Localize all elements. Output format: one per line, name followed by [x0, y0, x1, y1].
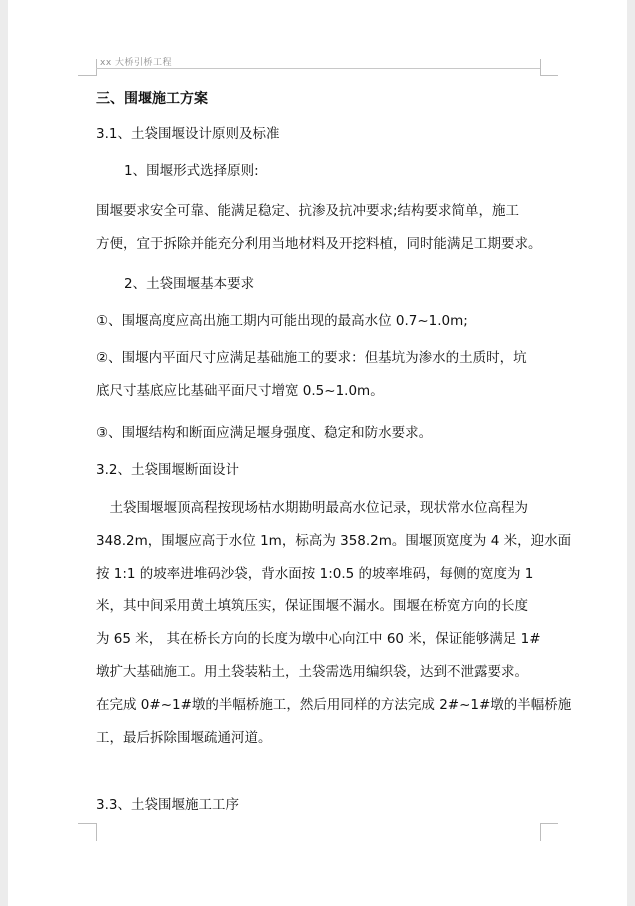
- paragraph-line: 米，其中间采用黄土填筑压实，保证围堰不漏水。围堰在桥宽方向的长度: [96, 598, 528, 615]
- crop-mark-bottom-right-v: [540, 823, 541, 841]
- requirement-2: [96, 342, 541, 408]
- paragraph-section-design: [96, 492, 572, 754]
- crop-mark-bottom-left-h: [78, 823, 96, 824]
- paragraph-line: 围堰要求安全可靠、能满足稳定、抗渗及抗冲要求;结构要求简单，施工: [96, 203, 520, 219]
- crop-mark-top-left-h: [78, 75, 96, 76]
- item-1-title: 1、围堰形式选择原则:: [124, 163, 259, 179]
- crop-mark-top-right-v: [540, 59, 541, 76]
- section-title: 三、围堰施工方案: [96, 91, 208, 107]
- requirement-3: ③、围堰结构和断面应满足堰身强度、稳定和防水要求。: [96, 425, 433, 441]
- crop-mark-bottom-right-h: [540, 823, 558, 824]
- subsection-3-2-title: 3.2、土袋围堰断面设计: [96, 462, 239, 478]
- subsection-3-1-title: 3.1、土袋围堰设计原则及标准: [96, 126, 280, 142]
- paragraph-line: 工，最后拆除围堰疏通河道。: [96, 729, 272, 746]
- crop-mark-bottom-left-v: [96, 823, 97, 841]
- paragraph-line: 土袋围堰堰顶高程按现场枯水期勘明最高水位记录，现状常水位高程为: [96, 500, 528, 516]
- subsection-3-3-title: 3.3、土袋围堰施工工序: [96, 797, 239, 813]
- paragraph-line: 方便，宜于拆除并能充分利用当地材料及开挖料植，同时能满足工期要求。: [96, 235, 542, 252]
- paragraph-line: 墩扩大基础施工。用土袋装粘土，土袋需选用编织袋，达到不泄露要求。: [96, 663, 528, 680]
- item-2-title: 2、土袋围堰基本要求: [124, 276, 255, 292]
- paragraph-line: 348.2m，围堰应高于水位 1m，标高为 358.2m。围堰顶宽度为 4 米，迎水面: [96, 532, 572, 549]
- requirement-1: ①、围堰高度应高出施工期内可能出现的最高水位 0.7~1.0m;: [96, 313, 468, 329]
- crop-mark-top-right-h: [540, 75, 558, 76]
- paragraph-line: 为 65 米， 其在桥长方向的长度为墩中心向江中 60 米，保证能够满足 1#: [96, 631, 541, 648]
- paragraph-line: 底尺寸基底应比基础平面尺寸增宽 0.5~1.0m。: [96, 382, 384, 399]
- paragraph-principles: [96, 195, 541, 261]
- paragraph-line: 按 1:1 的坡率进堆码沙袋，背水面按 1:0.5 的坡率堆码，每侧的宽度为 1: [96, 565, 534, 582]
- paragraph-line: ②、围堰内平面尺寸应满足基础施工的要求：但基坑为渗水的土质时，坑: [96, 350, 527, 366]
- page-header: xx 大桥引桥工程: [100, 58, 173, 68]
- paragraph-line: 在完成 0#~1#墩的半幅桥施工，然后用同样的方法完成 2#~1#墩的半幅桥施: [96, 696, 572, 713]
- header-divider: [96, 68, 540, 69]
